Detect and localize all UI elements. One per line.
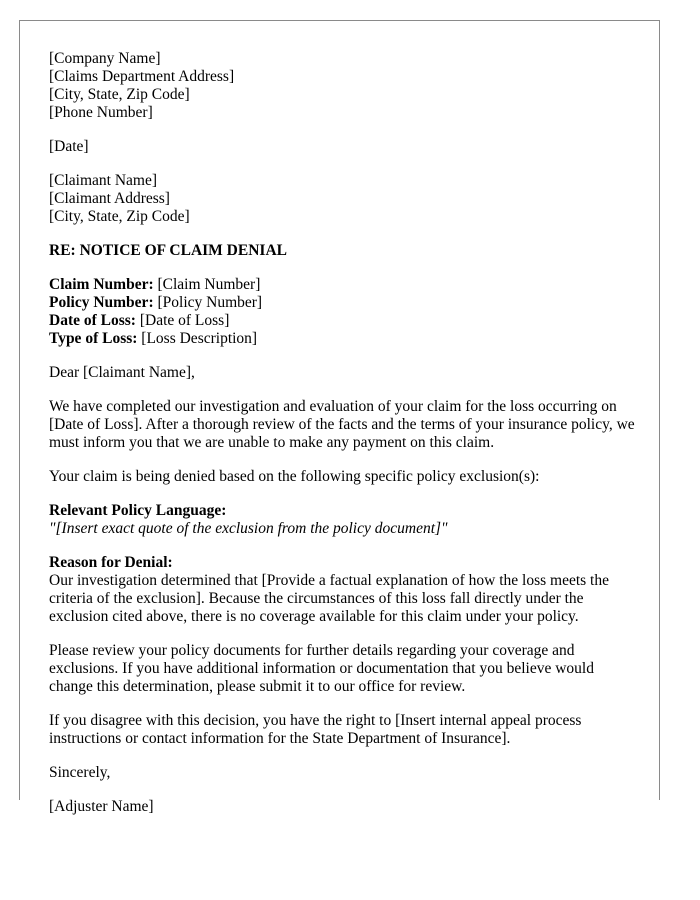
basis-paragraph: Your claim is being denied based on the following specific policy exclusion(s): xyxy=(49,468,540,485)
sender-company: [Company Name] xyxy=(49,50,161,67)
detail-value: [Loss Description] xyxy=(137,330,258,347)
detail-type-of-loss xyxy=(49,330,639,348)
sender-phone: [Phone Number] xyxy=(49,104,153,121)
sender-address: [Claims Department Address] xyxy=(49,68,235,85)
salutation: Dear [Claimant Name], xyxy=(49,364,195,381)
policy-language-section xyxy=(49,502,639,538)
recipient-name: [Claimant Name] xyxy=(49,172,158,189)
detail-label: Type of Loss: xyxy=(49,330,138,347)
sender-block xyxy=(49,50,639,122)
detail-claim-number xyxy=(49,276,639,294)
sender-city: [City, State, Zip Code] xyxy=(49,86,190,103)
subject-line: RE: NOTICE OF CLAIM DENIAL xyxy=(49,242,287,259)
detail-label: Date of Loss: xyxy=(49,312,136,329)
letter-page xyxy=(19,20,660,815)
policy-language-quote: "[Insert exact quote of the exclusion from the policy document]" xyxy=(49,520,448,537)
recipient-city: [City, State, Zip Code] xyxy=(49,208,190,225)
intro-paragraph: We have completed our investigation and evaluation of your claim for the loss occurring on [Date of Loss]. After a thorough review of the facts and the terms of your insurance policy, we must inform you that we are unable to make any payment on this claim. xyxy=(49,398,635,451)
detail-date-of-loss xyxy=(49,312,639,330)
signature-name: [Adjuster Name] xyxy=(49,798,154,815)
claim-details xyxy=(49,276,639,348)
review-paragraph: Please review your policy documents for further details regarding your coverage and exclusions. If you have additional information or documentation that you believe would change this determination, please submit it to our office for review. xyxy=(49,642,594,695)
detail-value: [Date of Loss] xyxy=(135,312,230,329)
letter-date: [Date] xyxy=(49,138,89,155)
recipient-address: [Claimant Address] xyxy=(49,190,170,207)
recipient-block xyxy=(49,172,639,226)
reason-section xyxy=(49,554,639,626)
detail-label: Claim Number: xyxy=(49,276,154,293)
detail-value: [Policy Number] xyxy=(153,294,263,311)
detail-label: Policy Number: xyxy=(49,294,154,311)
appeal-paragraph: If you disagree with this decision, you have the right to [Insert internal appeal process instructions or contact information for the State Department of Insurance]. xyxy=(49,712,582,747)
detail-value: [Claim Number] xyxy=(153,276,261,293)
reason-heading: Reason for Denial: xyxy=(49,554,173,571)
policy-language-heading: Relevant Policy Language: xyxy=(49,502,227,519)
closing: Sincerely, xyxy=(49,764,111,781)
detail-policy-number xyxy=(49,294,639,312)
letter-content xyxy=(49,50,639,832)
reason-text: Our investigation determined that [Provide a factual explanation of how the loss meets the criteria of the exclusion]. Because the circumstances of this loss fall directly under the exclusion cited above, there is no coverage available for this claim under your policy. xyxy=(49,572,609,625)
